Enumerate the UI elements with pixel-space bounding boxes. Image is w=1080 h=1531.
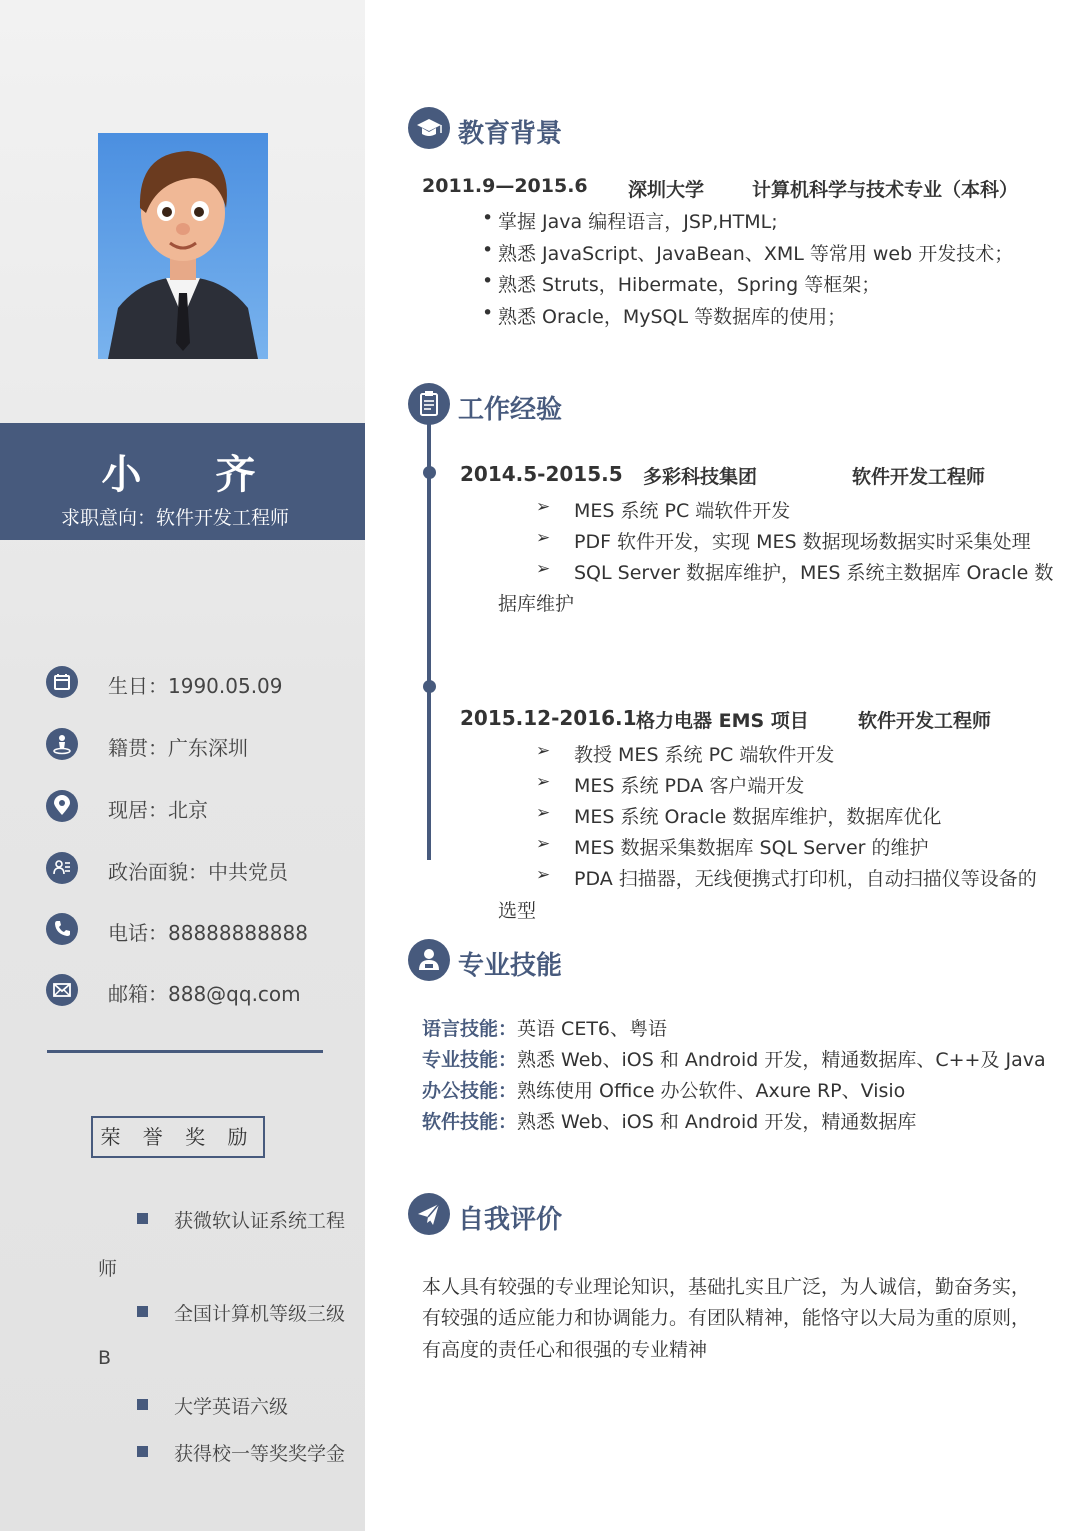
skill-label: 软件技能： — [422, 1111, 518, 1133]
skill-row — [422, 1107, 916, 1134]
evaluation-line: 有较强的适应能力和协调能力。有团队精神，能恪守以大局为重的原则， — [422, 1307, 1031, 1329]
phone-text: 电话：88888888888 — [108, 921, 308, 945]
job-role: 软件开发工程师 — [858, 710, 992, 732]
skill-row — [422, 1014, 667, 1041]
education-item: 熟悉 Oracle，MySQL 等数据库的使用； — [498, 306, 847, 328]
arrow-bullet: ➢ — [536, 834, 551, 854]
evaluation-line: 本人具有较强的专业理论知识，基础扎实且广泛，为人诚信，勤奋务实， — [422, 1276, 1031, 1298]
job-role: 软件开发工程师 — [852, 466, 986, 488]
job-item: SQL Server 数据库维护，MES 系统主数据库 Oracle 数 — [574, 562, 1054, 584]
residence-text: 现居：北京 — [108, 798, 208, 822]
arrow-bullet: ➢ — [536, 528, 551, 548]
paper-plane-icon — [408, 1193, 450, 1235]
job-item-wrap: 据库维护 — [498, 593, 575, 615]
job-item: MES 系统 PDA 客户端开发 — [574, 775, 805, 797]
sidebar — [0, 0, 365, 1531]
job-period: 2015.12-2016.1 — [460, 706, 637, 730]
timeline-dot — [423, 466, 436, 479]
honor-item-wrap: B — [98, 1347, 112, 1369]
email-text: 邮箱：888@qq.com — [108, 982, 301, 1006]
education-period: 2011.9—2015.6 — [422, 175, 588, 197]
skill-text: 熟悉 Web、iOS 和 Android 开发，精通数据库 — [517, 1111, 917, 1133]
education-item: 掌握 Java 编程语言，JSP,HTML; — [498, 211, 778, 233]
hometown-text: 籍贯：广东深圳 — [108, 736, 248, 760]
honors-title: 荣 誉 奖 励 — [91, 1116, 265, 1158]
job-item: MES 数据采集数据库 SQL Server 的维护 — [574, 837, 929, 859]
honor-item: 大学英语六级 — [174, 1396, 289, 1418]
job-company: 多彩科技集团 — [643, 466, 758, 488]
honor-item: 获得校一等奖奖学金 — [174, 1443, 346, 1465]
arrow-bullet: ➢ — [536, 497, 551, 517]
timeline-dot — [423, 680, 436, 693]
skill-label: 专业技能： — [422, 1049, 518, 1071]
skill-text: 英语 CET6、粤语 — [517, 1018, 668, 1040]
map-pin-icon — [46, 790, 78, 822]
arrow-bullet: ➢ — [536, 772, 551, 792]
person-card-icon — [46, 852, 78, 884]
honor-bullet — [137, 1306, 148, 1317]
user-icon — [408, 939, 450, 981]
skill-row — [422, 1076, 905, 1103]
honor-bullet — [137, 1213, 148, 1224]
honor-bullet — [137, 1399, 148, 1410]
skills-title: 专业技能 — [458, 951, 563, 981]
honor-bullet — [137, 1446, 148, 1457]
location-person-icon — [46, 728, 78, 760]
job-item: PDF 软件开发，实现 MES 数据现场数据实时采集处理 — [574, 531, 1031, 553]
arrow-bullet: ➢ — [536, 803, 551, 823]
mail-icon — [46, 974, 78, 1006]
graduation-cap-icon — [408, 107, 450, 149]
job-company: 格力电器 EMS 项目 — [636, 710, 809, 732]
education-major: 计算机科学与技术专业（本科） — [752, 179, 1019, 201]
name-banner — [0, 423, 365, 540]
honor-item: 全国计算机等级三级 — [174, 1303, 346, 1325]
skill-row — [422, 1045, 1046, 1072]
bullet-dot: • — [482, 239, 494, 261]
job-item: PDA 扫描器，无线便携式打印机，自动扫描仪等设备的 — [574, 868, 1037, 890]
candidate-name: 小 齐 — [101, 452, 286, 498]
education-school: 深圳大学 — [628, 179, 705, 201]
honor-item-wrap: 师 — [98, 1258, 118, 1280]
job-intent: 求职意向：软件开发工程师 — [60, 507, 289, 529]
job-item-wrap: 选型 — [498, 900, 537, 922]
job-item: MES 系统 Oracle 数据库维护，数据库优化 — [574, 806, 942, 828]
calendar-icon — [46, 666, 78, 698]
political-text: 政治面貌：中共党员 — [108, 860, 288, 884]
evaluation-line: 有高度的责任心和很强的专业精神 — [422, 1339, 708, 1361]
job-item: MES 系统 PC 端软件开发 — [574, 500, 791, 522]
profile-photo — [98, 133, 268, 359]
work-timeline — [427, 420, 431, 860]
bullet-dot: • — [482, 270, 494, 292]
birthday-text: 生日：1990.05.09 — [108, 674, 283, 698]
phone-icon — [46, 913, 78, 945]
work-title: 工作经验 — [458, 395, 563, 425]
job-item: 教授 MES 系统 PC 端软件开发 — [574, 744, 835, 766]
arrow-bullet: ➢ — [536, 559, 551, 579]
sidebar-divider — [47, 1050, 323, 1053]
clipboard-icon — [408, 383, 450, 425]
skill-label: 办公技能： — [422, 1080, 518, 1102]
education-title: 教育背景 — [458, 119, 563, 149]
arrow-bullet: ➢ — [536, 865, 551, 885]
evaluation-title: 自我评价 — [458, 1205, 563, 1235]
honor-item: 获微软认证系统工程 — [174, 1210, 346, 1232]
arrow-bullet: ➢ — [536, 741, 551, 761]
skill-text: 熟练使用 Office 办公软件、Axure RP、Visio — [517, 1080, 906, 1102]
bullet-dot: • — [482, 207, 494, 229]
job-period: 2014.5-2015.5 — [460, 462, 623, 486]
skill-text: 熟悉 Web、iOS 和 Android 开发，精通数据库、C++及 Java — [517, 1049, 1046, 1071]
skill-label: 语言技能： — [422, 1018, 518, 1040]
education-item: 熟悉 Struts，Hibermate，Spring 等框架； — [498, 274, 881, 296]
education-item: 熟悉 JavaScript、JavaBean、XML 等常用 web 开发技术； — [498, 243, 1014, 265]
bullet-dot: • — [482, 302, 494, 324]
